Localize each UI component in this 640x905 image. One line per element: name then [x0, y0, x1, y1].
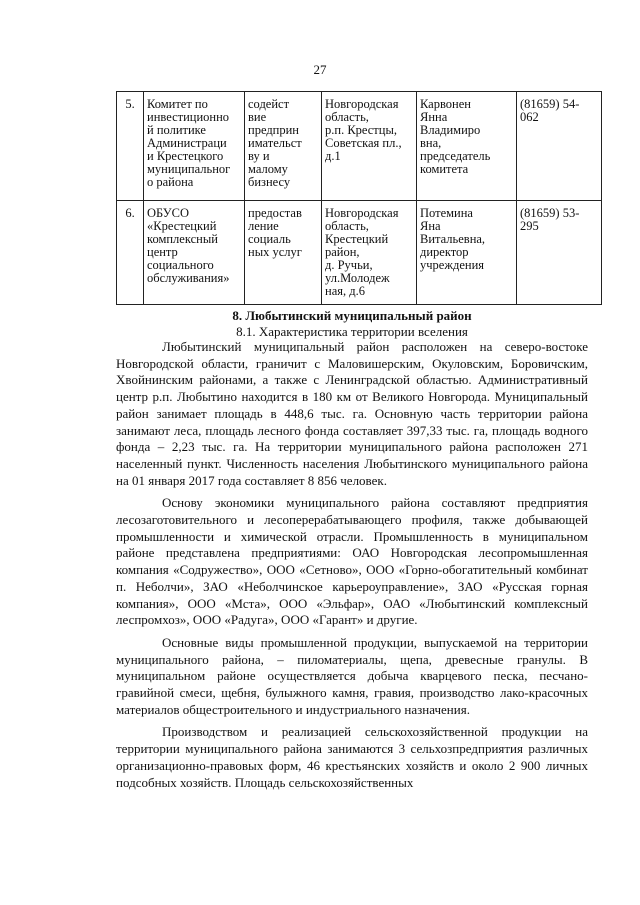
- cell-line: ОБУСО: [147, 206, 189, 220]
- cell-line: центр: [147, 245, 178, 259]
- cell-line: содейст: [248, 97, 290, 111]
- cell-line: д.1: [325, 149, 341, 163]
- head-cell: [417, 92, 517, 201]
- cell-line: вие: [248, 110, 267, 124]
- cell-line: Советская пл.,: [325, 136, 402, 150]
- cell-line: и Крестецкого: [147, 149, 224, 163]
- section-body: [116, 339, 588, 791]
- paragraph: Основу экономики муниципального района составляют предприятия лесозаготовительного и лесоперерабатывающего профиля, также добывающей промышленности и химической отрасли. Промышленность в муниципальном районе представлена предприятиями: ОАО Новгородская лесопромышленная компания «Содружество», ООО «Сетново», ООО «Горно-обогатительный комбинат п. Неболчи», ЗАО «Неболчинское карьероуправление», ЗАО «Русская горная компания», ООО «Мста», ООО «Эльфар», ОАО «Любытинский комплексный леспромхоз», ООО «Радуга», ООО «Гарант» и другие.: [116, 495, 588, 628]
- section-subtitle: 8.1. Характеристика территории вселения: [236, 324, 468, 339]
- organizations-table: [116, 91, 602, 305]
- paragraph: Основные виды промышленной продукции, выпускаемой на территории муниципального района, – пиломатериалы, щепа, древесные гранулы. В муниципальном районе осуществляется добыча кварцевого песка, песчано-гравийной смеси, щебня, булыжного камня, гравия, производство лако-красочных материалов общестроительного и индустриального назначения.: [116, 634, 588, 717]
- cell-line: предостав: [248, 206, 302, 220]
- organization-cell: [144, 92, 245, 201]
- cell-line: учреждения: [420, 258, 485, 272]
- cell-line: комплексный: [147, 232, 218, 246]
- cell-line: область,: [325, 219, 369, 233]
- phone-cell: [517, 92, 602, 201]
- paragraph: Любытинский муниципальный район расположен на северо-востоке Новгородской области, граничит с Маловишерским, Окуловским, Боровичским, Хвойнинским районами, а также с Ленинградской областью. Административный центр р.п. Любытино находится в 180 км от Великого Новгорода. Муниципальный район занимает площадь в 448,6 тыс. га. Основную часть территории района занимают леса, площадь лесного фонда составляет 397,33 тыс. га, площадь водного фонда – 2,23 тыс. га. На территории муниципального района расположен 271 населенный пункт. Численность населения Любытинского муниципального района на 01 января 2017 года составляет 8 856 человек.: [116, 339, 588, 488]
- cell-line: область,: [325, 110, 369, 124]
- cell-line: ул.Молодеж: [325, 271, 390, 285]
- cell-line: председатель: [420, 149, 491, 163]
- row-number-cell: 6.: [117, 201, 144, 305]
- cell-line: «Крестецкий: [147, 219, 217, 233]
- cell-line: ная, д.6: [325, 284, 365, 298]
- cell-line: инвестиционно: [147, 110, 230, 124]
- activity-cell: [245, 92, 322, 201]
- cell-line: Крестецкий: [325, 232, 389, 246]
- phone-cell: [517, 201, 602, 305]
- table-row: [117, 92, 602, 201]
- organization-cell: [144, 201, 245, 305]
- cell-line: муниципальног: [147, 162, 231, 176]
- section-title: 8. Любытинский муниципальный район: [232, 308, 472, 323]
- address-cell: [322, 201, 417, 305]
- activity-cell: [245, 201, 322, 305]
- cell-line: р.п. Крестцы,: [325, 123, 397, 137]
- cell-line: Янна: [420, 110, 448, 124]
- cell-line: малому: [248, 162, 288, 176]
- cell-line: й политике: [147, 123, 206, 137]
- cell-line: 062: [520, 110, 539, 124]
- cell-line: комитета: [420, 162, 469, 176]
- cell-line: Администраци: [147, 136, 227, 150]
- cell-line: Потемина: [420, 206, 473, 220]
- cell-line: имательст: [248, 136, 302, 150]
- paragraph: Производством и реализацией сельскохозяйственной продукции на территории муниципального района занимаются 3 сельхозпредприятия различных организационно-правовых форм, 46 крестьянских хозяйств и около 2 900 личных подсобных хозяйств. Площадь сельскохозяйственных: [116, 724, 588, 790]
- cell-line: 295: [520, 219, 539, 233]
- table-row: [117, 201, 602, 305]
- cell-line: вна,: [420, 136, 442, 150]
- cell-line: (81659) 53-: [520, 206, 580, 220]
- head-cell: [417, 201, 517, 305]
- cell-line: предприн: [248, 123, 300, 137]
- cell-line: ление: [248, 219, 279, 233]
- cell-line: бизнесу: [248, 175, 291, 189]
- cell-line: Комитет по: [147, 97, 208, 111]
- cell-line: социаль: [248, 232, 291, 246]
- address-cell: [322, 92, 417, 201]
- cell-line: Новгородская: [325, 206, 399, 220]
- cell-line: Новгородская: [325, 97, 399, 111]
- cell-line: социального: [147, 258, 214, 272]
- cell-line: Карвонен: [420, 97, 471, 111]
- cell-line: ных услуг: [248, 245, 302, 259]
- page-number: 27: [313, 62, 327, 77]
- cell-line: ву и: [248, 149, 270, 163]
- cell-line: директор: [420, 245, 469, 259]
- cell-line: о района: [147, 175, 194, 189]
- cell-line: Витальевна,: [420, 232, 486, 246]
- cell-line: д. Ручьи,: [325, 258, 373, 272]
- row-number-cell: 5.: [117, 92, 144, 201]
- cell-line: Владимиро: [420, 123, 481, 137]
- cell-line: (81659) 54-: [520, 97, 580, 111]
- cell-line: район,: [325, 245, 360, 259]
- cell-line: обслуживания»: [147, 271, 230, 285]
- cell-line: Яна: [420, 219, 441, 233]
